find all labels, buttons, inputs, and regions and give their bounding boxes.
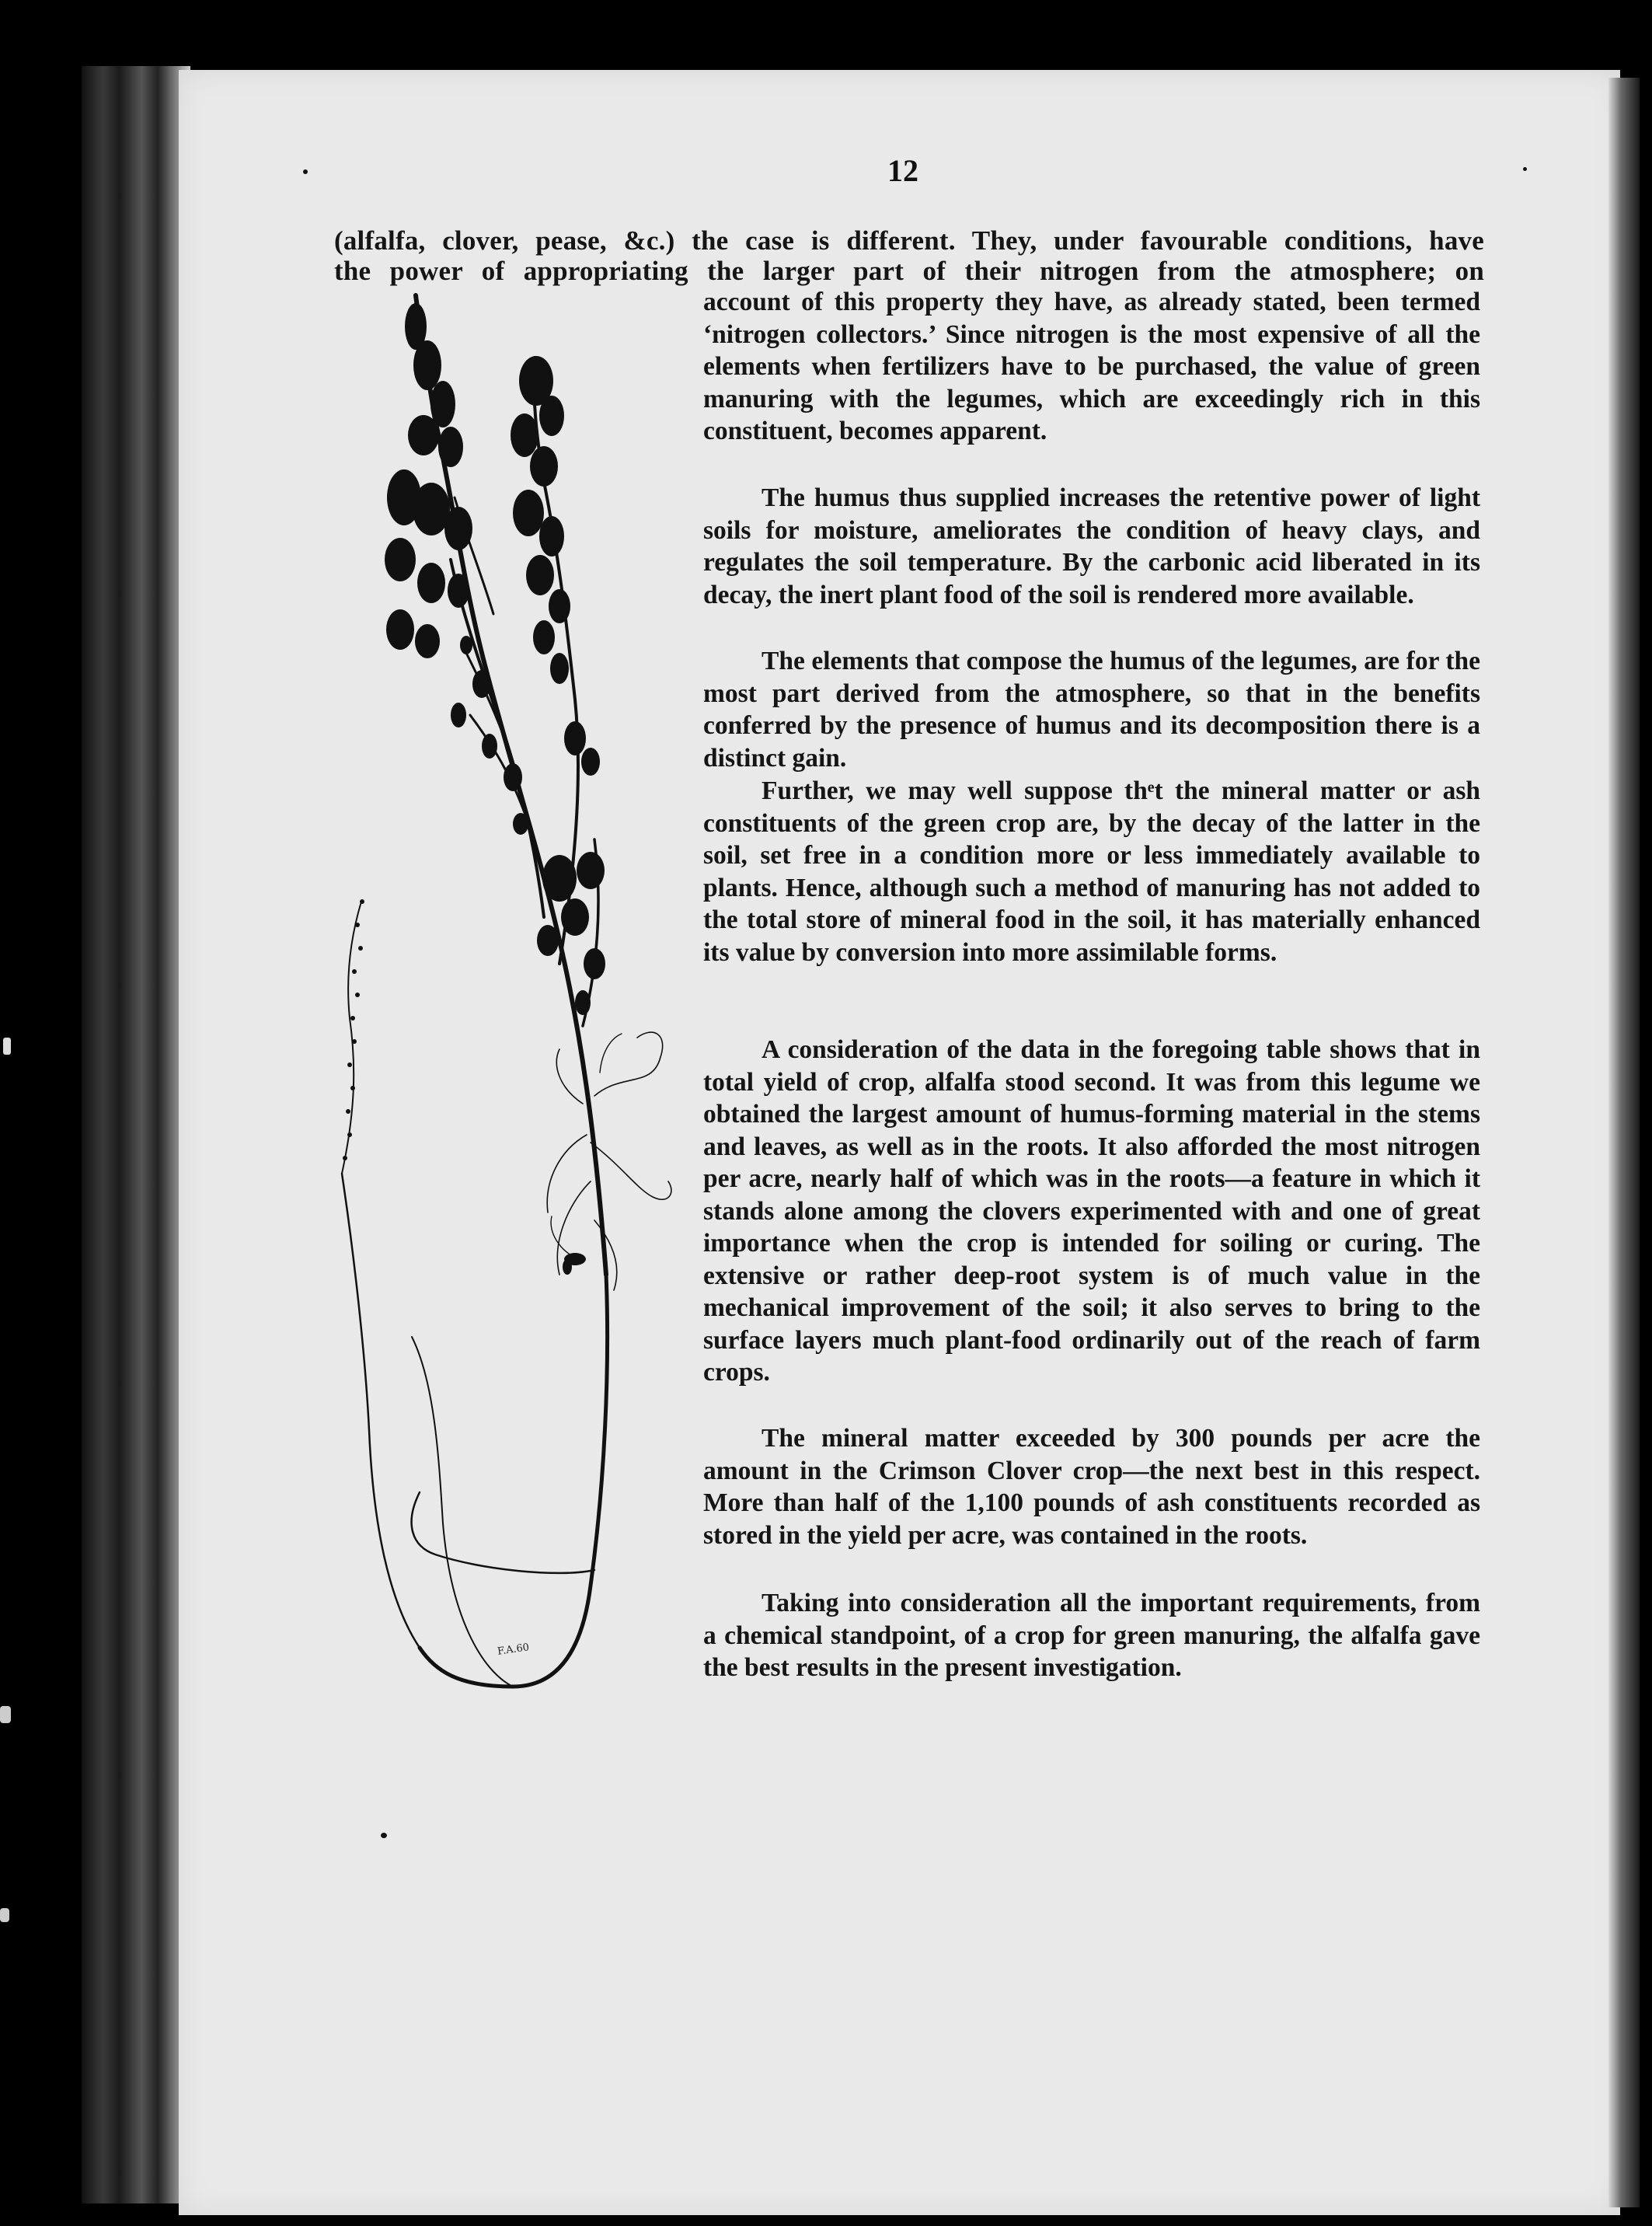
rootlet (551, 1216, 579, 1259)
rootlet (594, 1032, 663, 1096)
opening-line-1: (alfalfa, clover, pease, &c.) the case is different. They, under favourable conditions, have (334, 225, 1484, 256)
paragraph-4: Further, we may well suppose thᵉt the mineral matter or ash constituents of the green crop are, by the decay of the latter in the soil, set free in a condition more or less immediately available to plants. Hence, although such a method of manuring has not added to the total store of mineral food in the soil, it has materially enhanced its value by conversion into more assimilable forms. (703, 776, 1480, 967)
paragraph-5: A consideration of the data in the foregoing table shows that in total yield of crop, alfalfa stood second. It was from this legume we obtained the largest amount of humus-forming material in the stems and leaves, as well as in the roots. It also afforded the most nitrogen per acre, nearly half of which was in the roots—a feature in which it stands alone among the clovers experimented with and one of great importance when the crop is intended for soiling or curing. The extensive or rather deep-root system is of much value in the mechanical improvement of the soil; it also serves to bring to the surface layers much plant-food ordinarily out of the reach of farm crops. (703, 1035, 1480, 1387)
paragraph-2: The humus thus supplied increases the retentive power of light soils for moisture, ameliorates the condition of heavy clays, and regulates the soil temperature. By the carbonic acid liberated in its decay, the inert plant food of the soil is rendered more available. (703, 483, 1480, 609)
scan-speck (0, 1908, 9, 1922)
scan-speck (0, 1706, 11, 1723)
opening-line-2: the power of appropriating the larger part of their nitrogen from the atmosphere; on (334, 256, 1484, 286)
scan-speck (1523, 167, 1527, 171)
rootlet (556, 1049, 583, 1104)
rootlet (600, 1034, 622, 1073)
side-root (412, 1492, 594, 1573)
alfalfa-plant-illustration (326, 280, 684, 1718)
book-binding-edge (82, 66, 190, 2203)
main-root (420, 1275, 608, 1687)
paragraph-7: Taking into consideration all the important requirements, from a chemical standpoint, of a crop for green manuring, the alfalfa gave the best results in the present investigation. (703, 1589, 1480, 1682)
rootlet (591, 1143, 671, 1199)
illustrator-signature: F.A.60 (497, 1642, 531, 1658)
page-number: 12 (887, 153, 918, 188)
scan-speck (381, 1833, 387, 1838)
side-root (342, 902, 361, 1174)
rootlet (547, 1135, 587, 1212)
side-root (412, 1337, 513, 1687)
paragraph-3: The elements that compose the humus of the legumes, are for the most part derived from the atmosphere, so that in the benefits conferred by the presence of humus and its decomposition there is a distinct gain. (703, 647, 1480, 773)
scan-speck (3, 1038, 11, 1055)
paragraph-1: account of this property they have, as already stated, been termed ‘nitrogen collectors.’ Since nitrogen is the most expensive of all the elements when fertilizers have to be purchased, the value of green manuring with the legumes, which are exceedingly rich in this constituent, becomes apparent. (703, 288, 1480, 445)
page-right-edge (1608, 78, 1640, 2207)
branch-stem (451, 560, 544, 917)
paragraph-6: The mineral matter exceeded by 300 pounds per acre the amount in the Crimson Clover crop—the next best in this respect. More than half of the 1,100 pounds of ash constituents recorded as stored in the yield per acre, was contained in the roots. (703, 1424, 1480, 1550)
side-root (342, 1174, 420, 1648)
scan-speck (303, 169, 308, 174)
